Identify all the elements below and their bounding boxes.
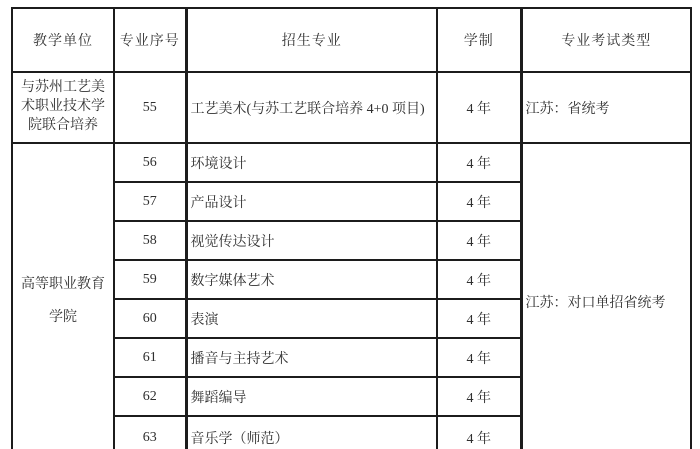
- table-row: [12, 72, 691, 143]
- header-exam-type: 专业考试类型: [521, 8, 691, 72]
- serial-cell: 57: [114, 182, 186, 221]
- exam-type-cell: 江苏：省统考: [521, 72, 691, 143]
- admissions-table: [11, 7, 692, 449]
- major-cell: 舞蹈编导: [186, 377, 437, 416]
- major-cell: 视觉传达设计: [186, 221, 437, 260]
- header-duration: 学制: [437, 8, 521, 72]
- header-serial: 专业序号: [114, 8, 186, 72]
- duration-cell: 4 年: [437, 221, 521, 260]
- serial-cell: 58: [114, 221, 186, 260]
- duration-cell: 4 年: [437, 299, 521, 338]
- duration-cell: 4 年: [437, 143, 521, 182]
- exam-type-cell: 江苏：对口单招省统考: [521, 143, 691, 449]
- unit-cell: 与苏州工艺美术职业技术学院联合培养: [12, 72, 114, 143]
- serial-cell: 56: [114, 143, 186, 182]
- major-cell: 数字媒体艺术: [186, 260, 437, 299]
- serial-cell: 62: [114, 377, 186, 416]
- major-cell: 产品设计: [186, 182, 437, 221]
- table-row: [12, 143, 691, 182]
- serial-cell: 63: [114, 416, 186, 449]
- header-row: [12, 8, 691, 72]
- serial-cell: 61: [114, 338, 186, 377]
- serial-cell: 59: [114, 260, 186, 299]
- major-cell: 播音与主持艺术: [186, 338, 437, 377]
- duration-cell: 4 年: [437, 182, 521, 221]
- duration-cell: 4 年: [437, 338, 521, 377]
- header-major: 招生专业: [186, 8, 437, 72]
- unit-cell: 高等职业教育学院: [12, 143, 114, 449]
- duration-cell: 4 年: [437, 72, 521, 143]
- major-cell: 工艺美术(与苏工艺联合培养 4+0 项目): [186, 72, 437, 143]
- header-unit: 教学单位: [12, 8, 114, 72]
- serial-cell: 60: [114, 299, 186, 338]
- major-cell: 环境设计: [186, 143, 437, 182]
- major-cell: 表演: [186, 299, 437, 338]
- duration-cell: 4 年: [437, 416, 521, 449]
- duration-cell: 4 年: [437, 260, 521, 299]
- duration-cell: 4 年: [437, 377, 521, 416]
- major-cell: 音乐学（师范）: [186, 416, 437, 449]
- serial-cell: 55: [114, 72, 186, 143]
